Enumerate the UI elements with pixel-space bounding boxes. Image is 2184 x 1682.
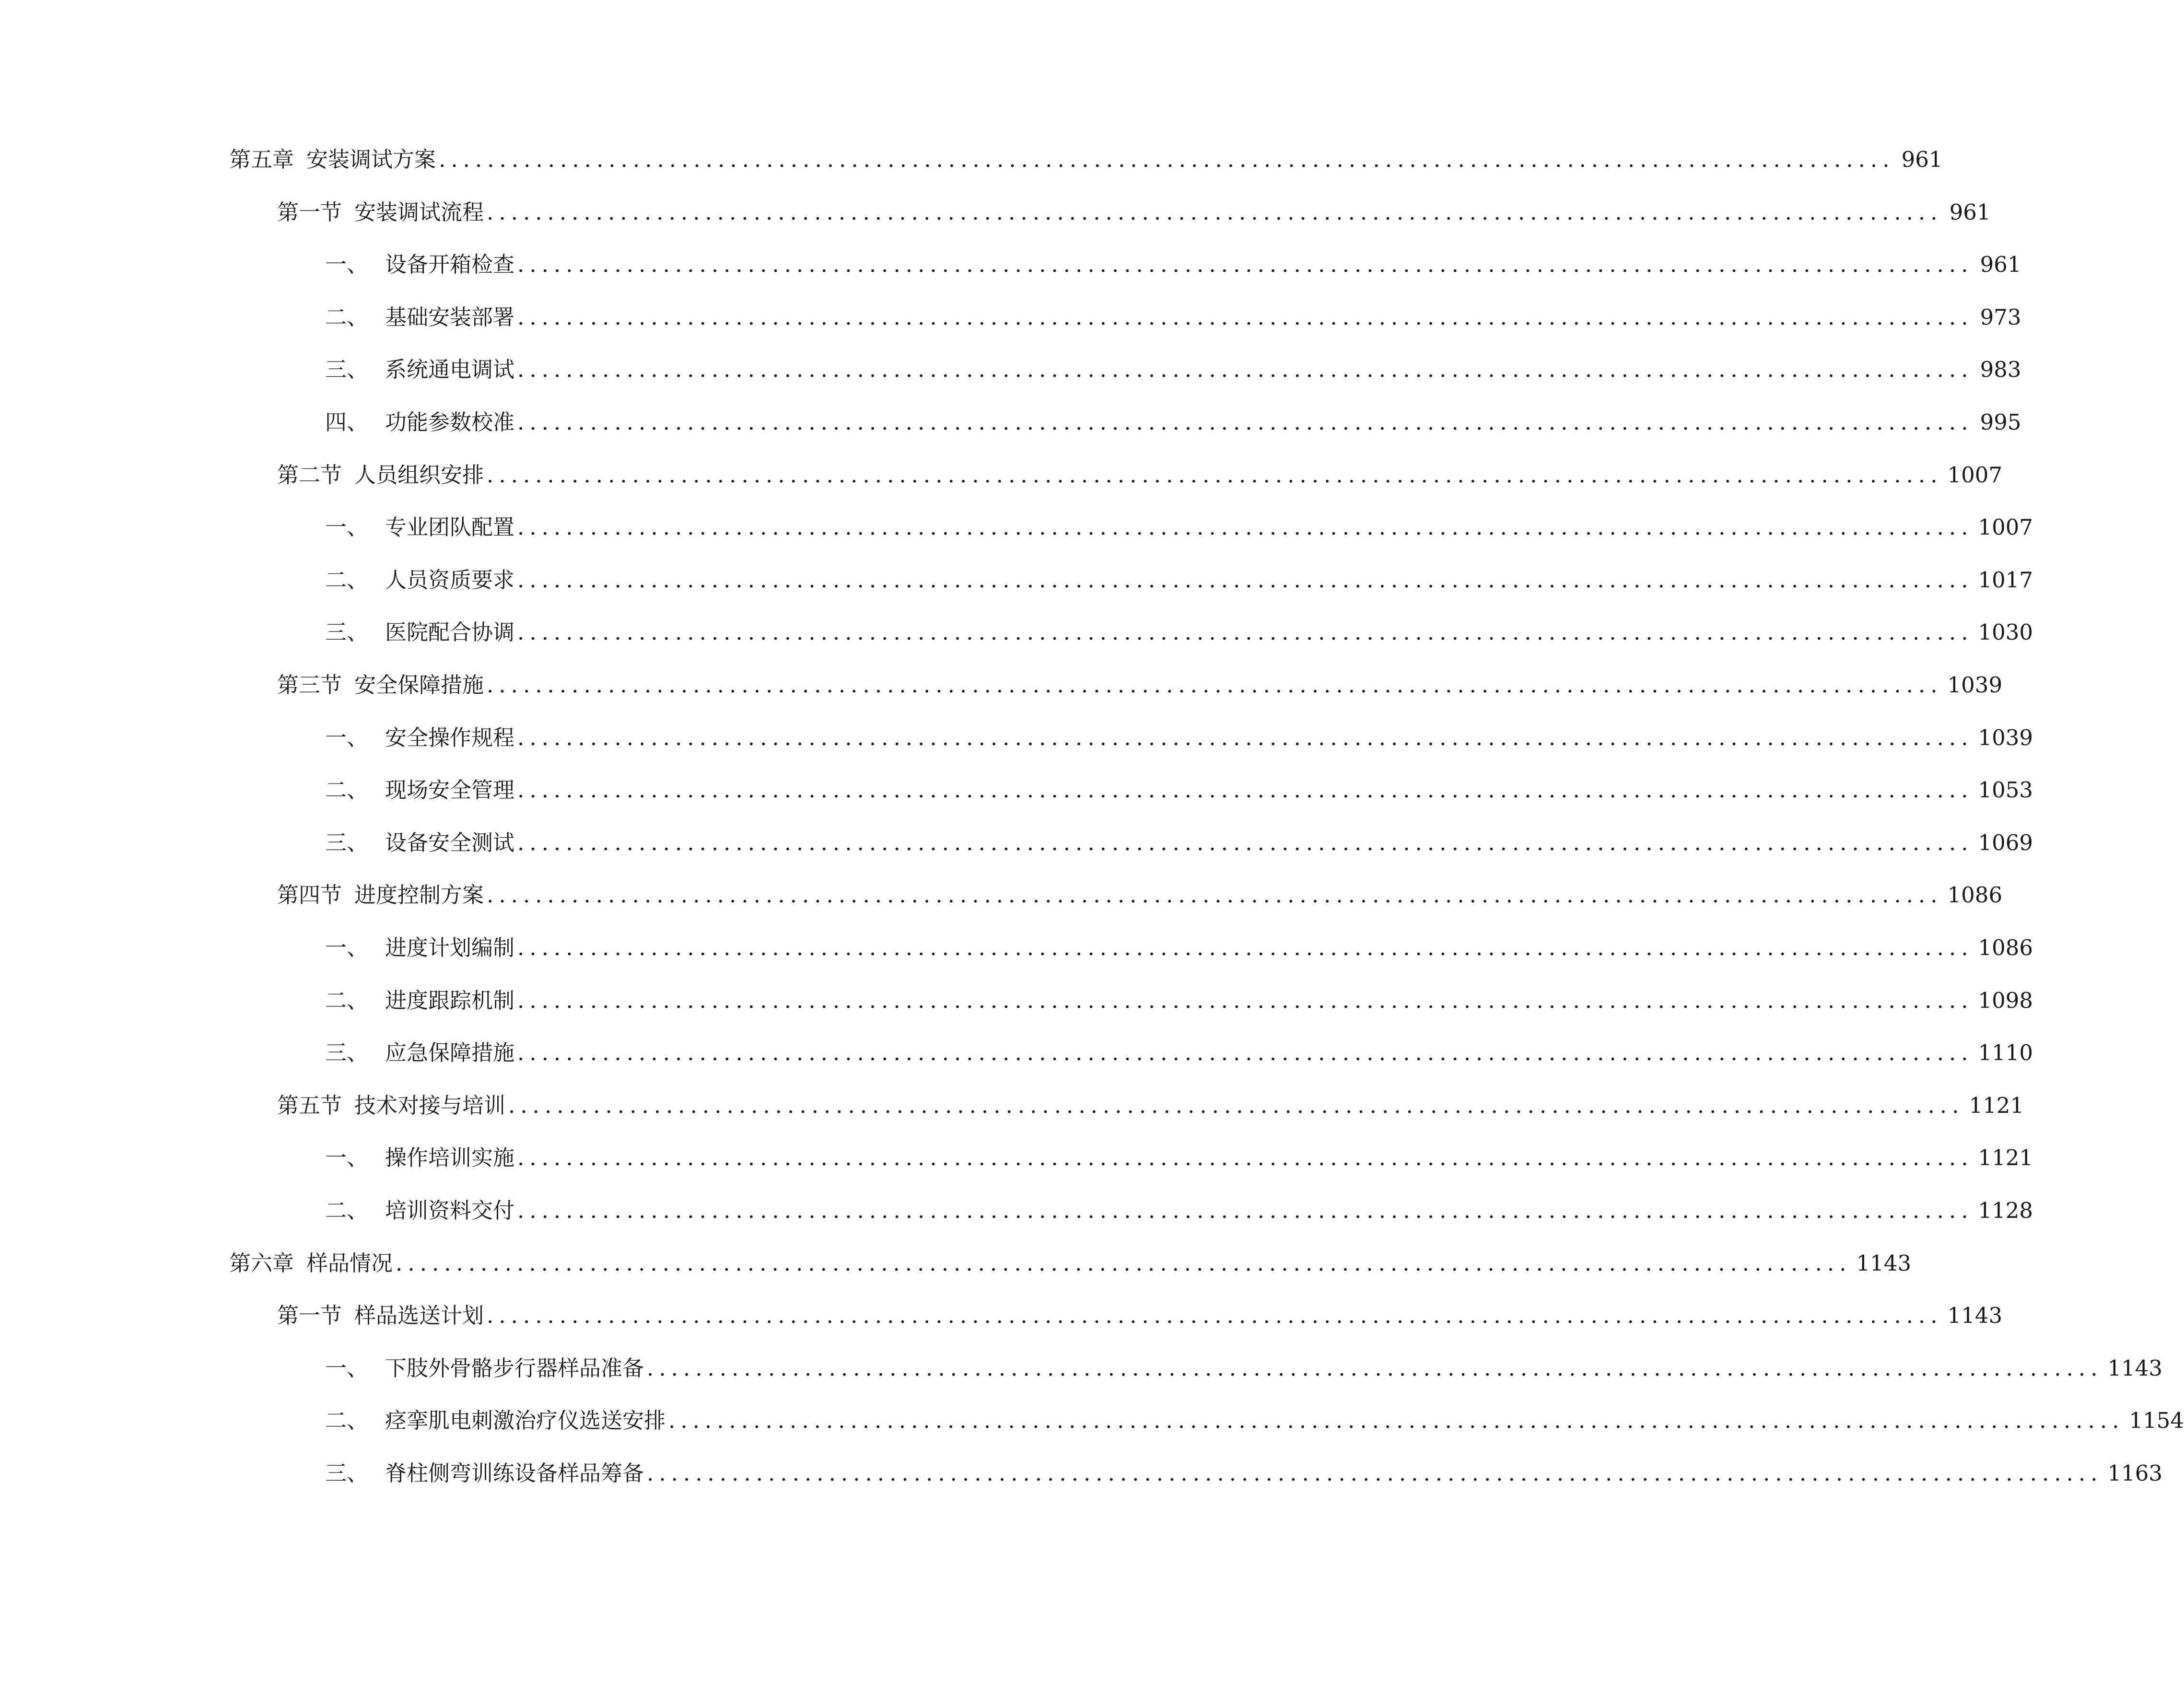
toc-dot-leader: ........................................................................................................................ — [517, 725, 1974, 750]
toc-entry-title: 安全操作规程 — [385, 725, 515, 750]
toc-entry-title: 进度跟踪机制 — [385, 988, 515, 1013]
toc-entry[interactable] — [325, 406, 2021, 439]
toc-dot-leader: ........................................................................................................................ — [668, 1408, 2125, 1433]
toc-dot-leader: ........................................................................................................................ — [517, 619, 1974, 645]
toc-entry-number: 第四节 — [277, 882, 342, 908]
toc-entry-title: 功能参数校准 — [385, 409, 515, 435]
toc-entry-title: 人员组织安排 — [354, 462, 484, 488]
toc-page-number: 1143 — [2107, 1355, 2163, 1381]
toc-dot-leader: ........................................................................................................................ — [517, 988, 1974, 1013]
toc-entry-title: 应急保障措施 — [385, 1040, 515, 1065]
toc-page-number: 1154 — [2129, 1408, 2184, 1433]
toc-entry[interactable] — [277, 668, 2003, 702]
toc-entry-title: 设备开箱检查 — [385, 252, 515, 277]
toc-page-number: 1039 — [1947, 672, 2003, 698]
toc-dot-leader: ........................................................................................................................ — [517, 357, 1974, 382]
toc-entry-title: 样品选送计划 — [354, 1303, 484, 1328]
toc-entry-number: 三、 — [325, 357, 369, 382]
toc-entry-number: 二、 — [325, 304, 369, 330]
toc-entry[interactable] — [325, 984, 2033, 1017]
toc-entry[interactable] — [325, 563, 2033, 597]
toc-entry-number: 一、 — [325, 935, 369, 960]
toc-entry-number: 二、 — [325, 1408, 369, 1433]
toc-dot-leader: ........................................................................................................................ — [487, 462, 1943, 488]
toc-page-number: 973 — [1980, 304, 2021, 330]
toc-dot-leader: ........................................................................................................................ — [517, 1145, 1974, 1170]
toc-entry[interactable] — [277, 196, 1991, 229]
toc-entry[interactable] — [325, 1457, 2163, 1490]
toc-entry-number: 第一节 — [277, 199, 342, 225]
toc-entry[interactable] — [325, 616, 2033, 649]
toc-page-number: 1017 — [1978, 567, 2033, 593]
toc-dot-leader: ........................................................................................................................ — [439, 147, 1895, 172]
toc-entry-title: 脊柱侧弯训练设备样品筹备 — [385, 1460, 644, 1486]
toc-page-number: 961 — [1901, 147, 1943, 172]
toc-page-number: 1030 — [1978, 619, 2033, 645]
toc-entry-title: 系统通电调试 — [385, 357, 515, 382]
toc-page-number: 1143 — [1947, 1303, 2003, 1328]
toc-entry-number: 一、 — [325, 252, 369, 277]
toc-entry[interactable] — [229, 1247, 1912, 1280]
toc-page-number: 961 — [1949, 199, 1991, 225]
toc-page-number: 1128 — [1978, 1198, 2033, 1223]
toc-dot-leader: ........................................................................................................................ — [517, 935, 1974, 960]
toc-dot-leader: ........................................................................................................................ — [517, 1040, 1974, 1065]
toc-page-number: 1053 — [1978, 777, 2033, 803]
toc-page-number: 1121 — [1969, 1093, 2024, 1118]
toc-entry-title: 下肢外骨骼步行器样品准备 — [385, 1355, 644, 1381]
toc-entry[interactable] — [325, 248, 2021, 281]
toc-dot-leader: ........................................................................................................................ — [487, 672, 1943, 698]
toc-entry[interactable] — [325, 826, 2033, 860]
toc-page-number: 995 — [1980, 409, 2021, 435]
toc-entry-number: 三、 — [325, 619, 369, 645]
toc-entry[interactable] — [325, 353, 2021, 386]
toc-entry-title: 基础安装部署 — [385, 304, 515, 330]
toc-dot-leader: ........................................................................................................................ — [487, 882, 1943, 908]
toc-entry-number: 三、 — [325, 1460, 369, 1486]
toc-dot-leader: ........................................................................................................................ — [517, 252, 1974, 277]
toc-entry-number: 三、 — [325, 1040, 369, 1065]
toc-dot-leader: ........................................................................................................................ — [517, 304, 1974, 330]
toc-entry-number: 第二节 — [277, 462, 342, 488]
toc-entry-number: 第五章 — [229, 147, 294, 172]
toc-dot-leader: ........................................................................................................................ — [508, 1093, 1964, 1118]
toc-page-number: 1007 — [1947, 462, 2003, 488]
toc-page-number: 1039 — [1978, 725, 2033, 750]
toc-page-number: 1086 — [1978, 935, 2033, 960]
toc-entry-title: 安装调试流程 — [354, 199, 484, 225]
toc-entry-title: 现场安全管理 — [385, 777, 515, 803]
toc-entry[interactable] — [325, 721, 2033, 755]
toc-entry[interactable] — [277, 878, 2003, 912]
toc-entry-title: 专业团队配置 — [385, 514, 515, 540]
toc-dot-leader: ........................................................................................................................ — [647, 1460, 2103, 1486]
toc-entry-title: 进度计划编制 — [385, 935, 515, 960]
toc-page-number: 983 — [1980, 357, 2021, 382]
toc-entry[interactable] — [325, 931, 2033, 965]
toc-entry-title: 安装调试方案 — [306, 147, 436, 172]
toc-dot-leader: ........................................................................................................................ — [517, 777, 1974, 803]
toc-entry[interactable] — [325, 1194, 2033, 1227]
toc-entry-title: 操作培训实施 — [385, 1145, 515, 1170]
toc-entry-number: 二、 — [325, 1198, 369, 1223]
toc-dot-leader: ........................................................................................................................ — [487, 1303, 1943, 1328]
toc-entry[interactable] — [277, 458, 2003, 492]
toc-entry-title: 医院配合协调 — [385, 619, 515, 645]
toc-entry[interactable] — [277, 1089, 2024, 1122]
toc-entry-number: 四、 — [325, 409, 369, 435]
toc-entry-number: 一、 — [325, 1145, 369, 1170]
toc-entry-title: 样品情况 — [306, 1250, 393, 1276]
toc-entry-title: 设备安全测试 — [385, 830, 515, 855]
toc-entry[interactable] — [325, 301, 2021, 334]
toc-entry-title: 痉挛肌电刺激治疗仪选送安排 — [385, 1408, 666, 1433]
toc-entry-title: 人员资质要求 — [385, 567, 515, 593]
toc-entry-title: 安全保障措施 — [354, 672, 484, 698]
toc-dot-leader: ........................................................................................................................ — [396, 1250, 1852, 1276]
toc-dot-leader: ........................................................................................................................ — [487, 199, 1943, 225]
toc-entry-number: 第五节 — [277, 1093, 342, 1118]
toc-entry-number: 二、 — [325, 567, 369, 593]
toc-entry-number: 一、 — [325, 514, 369, 540]
toc-dot-leader: ........................................................................................................................ — [517, 514, 1974, 540]
toc-entry-number: 三、 — [325, 830, 369, 855]
toc-entry[interactable] — [325, 1352, 2163, 1385]
toc-entry[interactable] — [325, 1141, 2033, 1175]
toc-entry[interactable] — [325, 1404, 2184, 1437]
toc-page-number: 1086 — [1947, 882, 2003, 908]
toc-page-number: 1098 — [1978, 988, 2033, 1013]
toc-dot-leader: ........................................................................................................................ — [517, 409, 1974, 435]
toc-page-number: 1121 — [1978, 1145, 2033, 1170]
toc-entry-number: 一、 — [325, 725, 369, 750]
toc-entry-title: 培训资料交付 — [385, 1198, 515, 1223]
toc-entry[interactable] — [229, 143, 1943, 176]
toc-dot-leader: ........................................................................................................................ — [517, 1198, 1974, 1223]
toc-page-number: 961 — [1980, 252, 2021, 277]
toc-entry[interactable] — [325, 511, 2033, 544]
toc-entry-number: 二、 — [325, 777, 369, 803]
toc-entry[interactable] — [325, 773, 2033, 807]
toc-entry[interactable] — [325, 1036, 2033, 1070]
toc-dot-leader: ........................................................................................................................ — [647, 1355, 2103, 1381]
toc-entry-number: 第六章 — [229, 1250, 294, 1276]
toc-entry-title: 技术对接与培训 — [354, 1093, 506, 1118]
toc-page-number: 1163 — [2107, 1460, 2163, 1486]
toc-entry-number: 第一节 — [277, 1303, 342, 1328]
toc-dot-leader: ........................................................................................................................ — [517, 567, 1974, 593]
toc-page-number: 1143 — [1856, 1250, 1912, 1276]
toc-page-number: 1110 — [1978, 1040, 2033, 1065]
toc-entry-title: 进度控制方案 — [354, 882, 484, 908]
toc-entry-number: 一、 — [325, 1355, 369, 1381]
toc-entry[interactable] — [277, 1299, 2003, 1332]
toc-page-number: 1069 — [1978, 830, 2033, 855]
toc-entry-number: 第三节 — [277, 672, 342, 698]
toc-page-number: 1007 — [1978, 514, 2033, 540]
toc-entry-number: 二、 — [325, 988, 369, 1013]
toc-dot-leader: ........................................................................................................................ — [517, 830, 1974, 855]
